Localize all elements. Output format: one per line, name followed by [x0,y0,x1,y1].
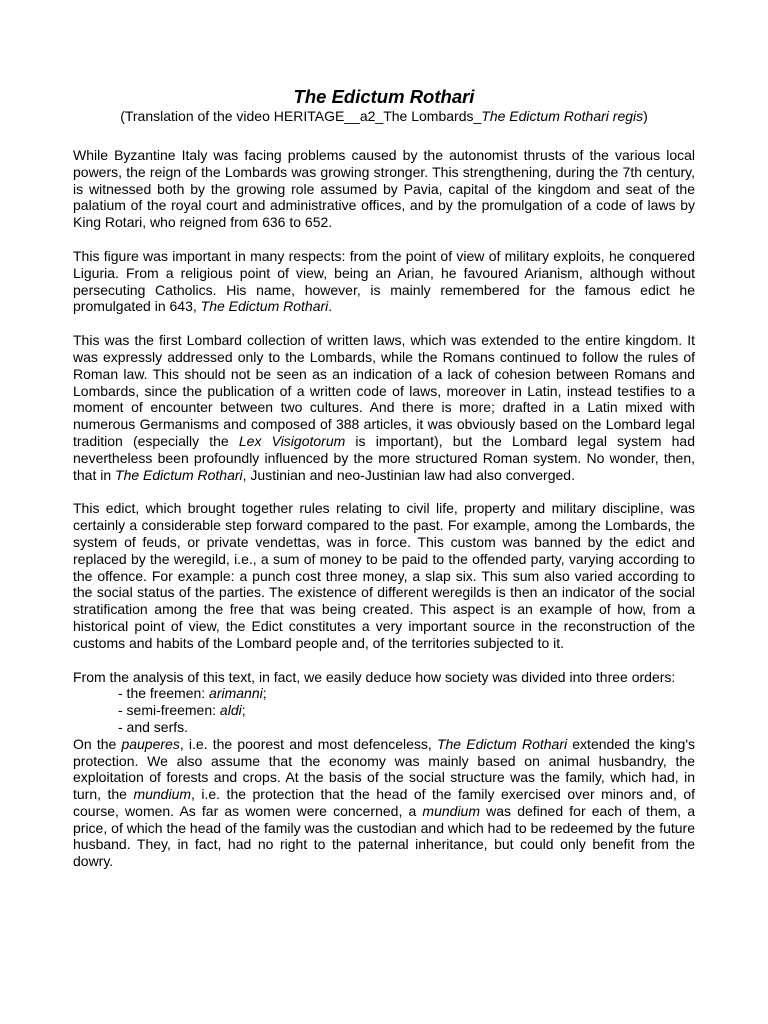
italic-text: The Edictum Rothari [436,735,568,752]
paragraph-edict [73,500,695,651]
italic-text: pauperes [121,735,180,752]
list-item [118,685,695,702]
text-run: , i.e. the poorest and most defenceless, [179,735,437,752]
text-run: , i.e. the protection that the head of the family exercised over minors and, of course, women. As far as women were concerned, a [73,786,695,819]
italic-text: Lex Visigotorum [238,432,346,449]
order-suffix: ; [241,702,246,719]
order-suffix: ; [262,685,267,702]
body-text [73,147,695,870]
text-run: This was the first Lombard collection of written laws, which was extended to the entire kingdom. It was expressly addressed only to the Lombards, while the Romans continued to follow the rules of Roman law. This should not be seen as an indication of a lack of cohesion between Romans and Lombards, since the publication of a written code of laws, moreover in Latin, instead testifies to a moment of encounter between two cultures. And there is more; drafted in a Latin mixed with numerous Germanisms and composed of 388 articles, it was obviously based on the Lombard legal tradition (especially the [73,332,695,449]
paragraph-intro [73,147,695,231]
order-prefix: - and serfs. [118,718,189,735]
subtitle-suffix: ) [643,108,648,124]
text-run: This figure was important in many respects: from the point of view of military exploits, he conquered Liguria. From a religious point of view, being an Arian, he favoured Arianism, although without persecuting Catholics. His name, however, is mainly remembered for the famous edict he promulgated in 643, [73,247,695,315]
text-run: This edict, which brought together rules relating to civil life, property and military discipline, was certainly a considerable step forward compared to the past. For example, among the Lombards, the system of feuds, or private vendettas, was in force. This custom was banned by the edict and replaced by the weregild, i.e., a sum of money to be paid to the offended party, varying according to the offence. For example: a punch cost three money, a slap six. This sum also varied according to the social status of the parties. The existence of different weregilds is then an indicator of the social stratification among the free that was being created. This aspect is an example of how, from a historical point of view, the Edict constitutes a very important source in the reconstruction of the customs and habits of the Lombard people and, of the territories subjected to it. [73,500,695,651]
list-item [118,719,695,736]
order-term: arimanni [209,685,263,702]
order-prefix: - semi-freemen: [118,702,220,719]
italic-text: The Edictum Rothari [115,466,243,483]
text-run: While Byzantine Italy was facing problems caused by the autonomist thrusts of the various local powers, the reign of the Lombards was growing stronger. This strengthening, during the 7th century, is witnessed both by the growing role assumed by Pavia, capital of the kingdom and seat of the palatium of the royal court and administrative offices, and by the promulgation of a code of laws by King Rotari, who reigned from 636 to 652. [73,147,695,231]
list-item [118,702,695,719]
paragraph-orders-intro [73,669,695,686]
italic-text: The Edictum Rothari [200,298,329,315]
order-term: aldi [219,702,242,719]
orders-list [73,685,695,735]
document-subtitle [73,108,695,125]
text-run: From the analysis of this text, in fact, we easily deduce how society was divided into three orders: [73,668,676,685]
text-run: On the [73,735,122,752]
paragraph-closing [73,736,695,870]
text-run: , Justinian and neo-Justinian law had also converged. [242,466,575,483]
text-run: extended the king's protection. We also assume that the economy was mainly based on animal husbandry, the exploitation of forests and crops. At the basis of the social structure was the family, which had, in turn, the [73,735,695,803]
document-title: The Edictum Rothari [293,86,475,107]
text-run: was defined for each of them, a price, of which the head of the family was the custodian and which had to be redeemed by the future husband. They, in fact, had no right to the paternal inheritance, but could only benefit from the dowry. [73,802,695,870]
subtitle-prefix: (Translation of the video HERITAGE__a2_The Lombards_ [120,108,482,124]
paragraph-rotari [73,248,695,315]
subtitle-italic: The Edictum Rothari regis [481,108,644,124]
italic-text: mundium [422,802,481,819]
text-run: . [328,298,333,315]
order-prefix: - the freemen: [118,685,210,702]
italic-text: mundium [133,786,192,803]
paragraph-lombard-laws [73,332,695,483]
text-run: is important), but the Lombard legal system had nevertheless been profoundly influenced by the more structured Roman system. No wonder, then, that in [73,432,695,483]
